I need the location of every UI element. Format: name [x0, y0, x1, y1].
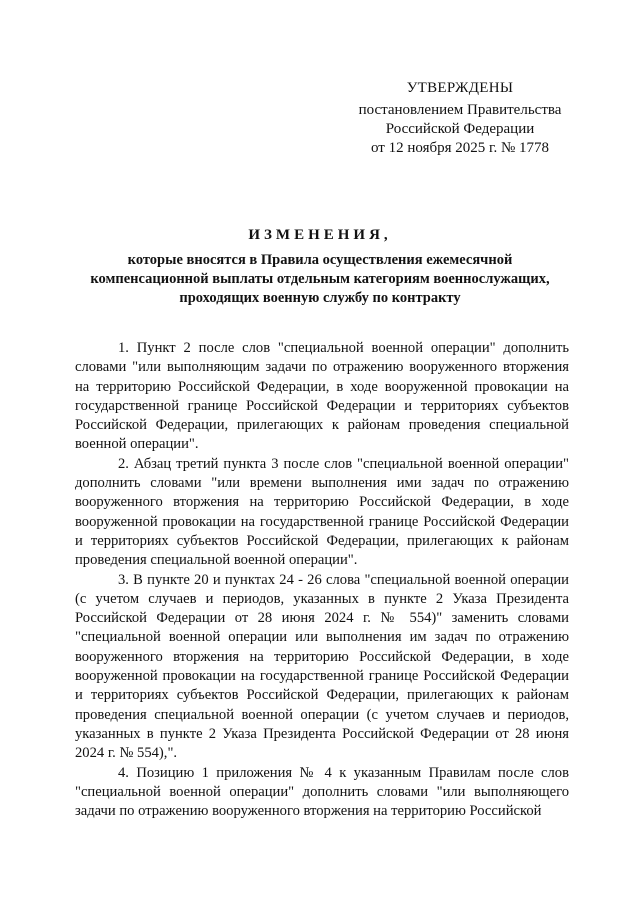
approval-block — [330, 79, 590, 158]
paragraph-2: 2. Абзац третий пункта 3 после слов "специальной военной операции" дополнить словами "или времени выполнения ими задач по отражению вооруженного вторжения на территорию Российской Федерации, в ходе вооруженной провокации на государственной границе Российской Федерации и территориях субъектов Российской Федерации, прилегающих к районам проведения специальной военной операции". — [75, 455, 569, 569]
approved-label: УТВЕРЖДЕНЫ — [406, 80, 514, 96]
approval-line-2: Российской Федерации — [385, 121, 535, 137]
document-body — [75, 339, 569, 821]
paragraph-3: 3. В пункте 20 и пунктах 24 - 26 слова "специальной военной операции (с учетом случаев и периодов, указанных в пункте 2 Указа Президента Российской Федерации от 28 июня 2024 г. № 554)" заменить словами "специальной военной операции или выполнения им задач по отражению вооруженного вторжения на территорию Российской Федерации, в ходе вооруженной провокации на государственной границе Российской Федерации и территориях субъектов Российской Федерации, прилегающих к районам проведения специальной военной операции (с учетом случаев и периодов, указанных в пункте 2 Указа Президента Российской Федерации от 28 июня 2024 г. № 554),". — [75, 571, 569, 762]
approval-line-1: постановлением Правительства — [358, 102, 562, 118]
subtitle-line-2: компенсационной выплаты отдельным категориям военнослужащих, — [90, 271, 550, 287]
subtitle-line-3: проходящих военную службу по контракту — [179, 290, 461, 306]
document-title: ИЗМЕНЕНИЯ, — [248, 227, 392, 243]
subtitle-line-1: которые вносятся в Правила осуществления ежемесячной — [127, 252, 513, 268]
paragraph-4: 4. Позицию 1 приложения № 4 к указанным Правилам после слов "специальной военной операции" дополнить словами "или выполняющего задачи по отражению вооруженного вторжения на территорию Российской — [75, 764, 569, 820]
document-heading — [60, 225, 580, 308]
paragraph-1: 1. Пункт 2 после слов "специальной военной операции" дополнить словами "или выполняющим задачи по отражению вооруженного вторжения на территорию Российской Федерации, в ходе вооруженной провокации на государственной границе Российской Федерации и территориях субъектов Российской Федерации, прилегающих к районам проведения специальной военной операции". — [75, 340, 569, 453]
approval-line-3: от 12 ноября 2025 г. № 1778 — [370, 140, 550, 156]
